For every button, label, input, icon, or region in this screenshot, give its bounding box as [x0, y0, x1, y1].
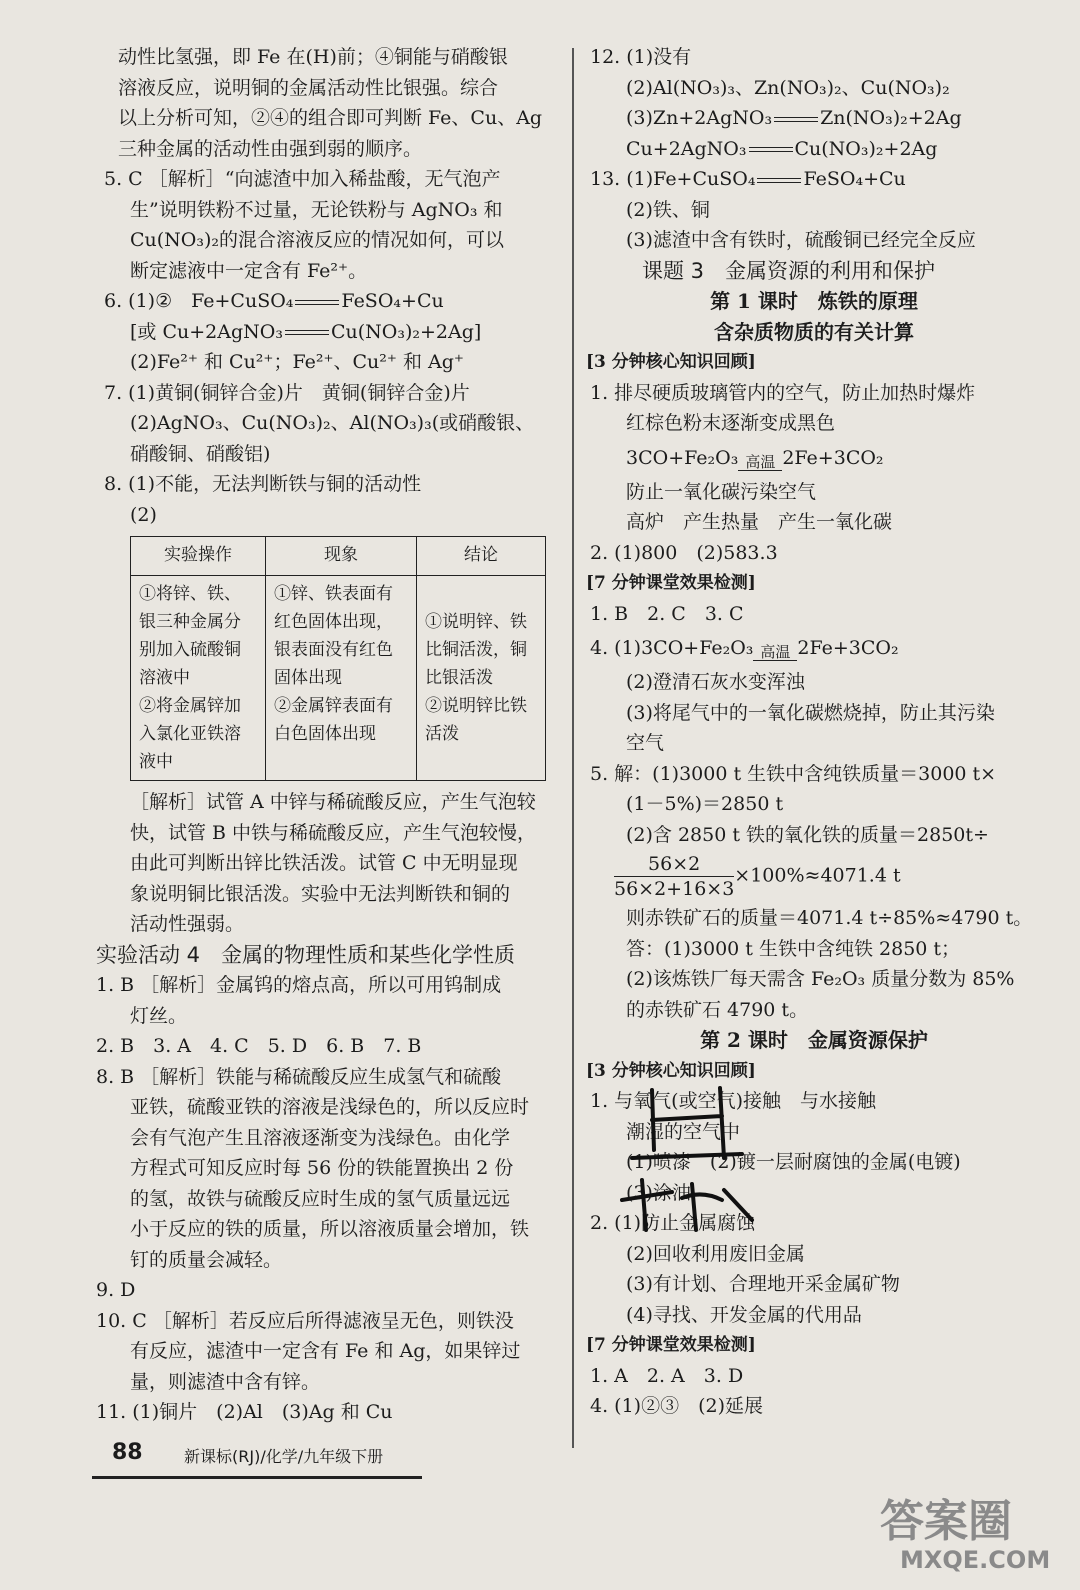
text-line: (2)澄清石灰水变浑浊: [626, 671, 805, 693]
page-number: 88: [112, 1440, 143, 1465]
activity-answer-2: 2. B 3. A 4. C 5. D 6. B 7. B: [96, 1035, 422, 1057]
table-cell: [266, 576, 417, 781]
text-line: (4)寻找、开发金属的代用品: [626, 1303, 862, 1326]
equation-line: [586, 439, 1042, 477]
equation-left: 3CO+Fe₂O₃: [626, 446, 739, 469]
reaction-condition: 高温: [738, 455, 782, 477]
equation-right: FeSO₄+Cu: [341, 290, 444, 312]
text-line: (3)滤渣中含有铁时，硫酸铜已经完全反应: [626, 229, 976, 251]
equation-right: FeSO₄+Cu: [803, 168, 906, 190]
text-line: 防止一氧化碳污染空气: [626, 480, 817, 503]
text-line: (2)Fe²⁺ 和 Cu²⁺；Fe²⁺、Cu²⁺ 和 Ag⁺: [130, 351, 464, 373]
cell-text: ②说明锌比铁活泼: [425, 696, 527, 744]
text-line: 的赤铁矿石 4790 t。: [626, 998, 809, 1021]
text-line: (2)该炼铁厂每天需含 Fe₂O₃ 质量分数为 85%: [626, 968, 1015, 990]
text-line: [586, 134, 1042, 165]
section-label: [7 分钟课堂效果检测]: [586, 1335, 756, 1355]
experiment-table: [130, 536, 546, 781]
text-line: 潮湿的空气中: [626, 1120, 741, 1143]
activity-answer-1: 1. B ［解析］金属钨的熔点高，所以可用钨制成: [96, 974, 502, 996]
handwriting-scribble: [612, 1080, 772, 1250]
cell-text: ①说明锌、铁比铜活泼，铜比银活泼: [425, 612, 527, 688]
text-line: 空气: [626, 732, 665, 754]
answer-12: 12. (1)没有: [590, 46, 692, 68]
column-divider: [572, 48, 574, 1448]
watermark-logo: 答案圈: [880, 1496, 1012, 1547]
text-line: 量，则滤渣中含有锌。: [130, 1370, 321, 1393]
topic-heading: 课题 3 金属资源的利用和保护: [642, 258, 936, 283]
cell-text: ①锌、铁表面有红色固体出现，银表面没有红色固体出现: [274, 584, 393, 688]
activity-answer-9: 9. D: [96, 1279, 136, 1301]
equation-left: 4. (1)3CO+Fe₂O₃: [590, 637, 754, 659]
equals-sign: [749, 147, 793, 152]
table-cell: [417, 576, 546, 781]
text-line: 小于反应的铁的质量，所以溶液质量会增加，铁: [130, 1218, 530, 1240]
equation-right: Cu(NO₃)₂+2Ag: [794, 137, 938, 160]
section-label: [7 分钟课堂效果检测]: [586, 573, 756, 593]
text-line: 活动性强弱。: [130, 913, 245, 935]
text-line: (2)AgNO₃、Cu(NO₃)₂、Al(NO₃)₃(或硝酸银、: [130, 412, 535, 434]
table-row: [131, 576, 546, 781]
fraction-tail: ×100%≈4071.4 t: [734, 864, 901, 887]
denominator: 56×2+16×3: [614, 878, 735, 900]
equation-left: 13. (1)Fe+CuSO₄: [590, 168, 756, 190]
equation-left: (3)Zn+2AgNO₃: [626, 107, 773, 129]
table-cell: [131, 576, 266, 781]
equation-right: Zn(NO₃)₂+2Ag: [820, 107, 962, 129]
watermark-url: MXQE.COM: [900, 1546, 1051, 1574]
equation-left: [或 Cu+2AgNO₃: [130, 320, 283, 343]
text-line: 亚铁，硫酸亚铁的溶液是浅绿色的，所以反应时: [130, 1096, 530, 1118]
table-header: 现象: [266, 537, 417, 576]
text-line: 灯丝。: [130, 1004, 188, 1027]
text-line: (1－5%)＝2850 t: [626, 793, 784, 815]
answer-7: 7. (1)黄铜(铜锌合金)片 黄铜(铜锌合金)片: [104, 381, 470, 404]
equation-right: 2Fe+3CO₂: [797, 637, 899, 659]
fraction-line: [586, 852, 1042, 901]
equals-sign: [295, 300, 339, 305]
text-line: 高炉 产生热量 产生一氧化碳: [626, 511, 893, 533]
text-line: 方程式可知反应时每 56 份的铁能置换出 2 份: [130, 1157, 514, 1179]
section-label: [3 分钟核心知识回顾]: [586, 352, 756, 372]
left-column: [90, 42, 550, 1428]
text-line: (3)有计划、合理地开采金属矿物: [626, 1273, 900, 1295]
answer-5: 5. C ［解析］“向滤渣中加入稀盐酸，无气泡产: [104, 168, 501, 190]
lesson-heading: 第 2 课时 金属资源保护: [700, 1028, 928, 1052]
equals-sign: [285, 330, 329, 335]
book-info: 新课标(RJ)/化学/九年级下册: [184, 1447, 384, 1466]
text-line: 答：(1)3000 t 生铁中含纯铁 2850 t；: [626, 937, 961, 960]
answer-6: [90, 286, 550, 317]
check-4: [586, 629, 1042, 667]
text-line: Cu(NO₃)₂的混合溶液反应的情况如何，可以: [130, 229, 505, 251]
text-line: 生”说明铁粉不过量，无论铁粉与 AgNO₃ 和: [130, 198, 503, 221]
effect-4: 4. (1)②③ (2)延展: [590, 1395, 763, 1417]
text-line: (1)喷漆 (2)镀一层耐腐蚀的金属(电镀): [626, 1151, 961, 1173]
check-5: 5. 解：(1)3000 t 生铁中含纯铁质量＝3000 t×: [590, 762, 997, 785]
protect-2: 2. (1)防止金属腐蚀: [590, 1212, 756, 1234]
lesson-subheading: 含杂质物质的有关计算: [714, 319, 914, 344]
text-line: 会有气泡产生且溶液逐渐变为浅绿色。由化学: [130, 1126, 511, 1149]
text-line: 动性比氢强，即 Fe 在(H)前；④铜能与硝酸银: [118, 46, 508, 68]
equation-left: 6. (1)② Fe+CuSO₄: [104, 290, 294, 312]
text-line: 红棕色粉末逐渐变成黑色: [626, 412, 836, 434]
text-line: 断定滤液中一定含有 Fe²⁺。: [130, 259, 368, 282]
fraction: [614, 852, 734, 901]
text-line: 三种金属的活动性由强到弱的顺序。: [118, 137, 423, 160]
reaction-condition: 高温: [753, 645, 797, 667]
text-line: (2)铁、铜: [626, 198, 710, 221]
knowledge-1: 1. 排尽硬质玻璃管内的空气，防止加热时爆炸: [590, 381, 976, 404]
knowledge-2: 2. (1)800 (2)583.3: [590, 541, 778, 564]
protect-1: 1. 与氧气(或空气)接触 与水接触: [590, 1090, 876, 1112]
text-line: (2): [130, 503, 157, 526]
effect-1: 1. A 2. A 3. D: [590, 1364, 744, 1387]
text-line: 以上分析可知，②④的组合即可判断 Fe、Cu、Ag: [118, 107, 543, 129]
text-line: 钉的质量会减轻。: [130, 1248, 283, 1271]
table-header-row: [131, 537, 546, 576]
text-line: 则赤铁矿石的质量＝4071.4 t÷85%≈4790 t。: [626, 907, 1033, 929]
activity-answer-10: 10. C ［解析］若反应后所得滤液呈无色，则铁没: [96, 1309, 514, 1332]
text-line: (3)将尾气中的一氧化碳燃烧掉，防止其污染: [626, 701, 995, 724]
answer-13: [586, 164, 1042, 195]
section-label: [3 分钟核心知识回顾]: [586, 1060, 756, 1081]
equation-right: 2Fe+3CO₂: [782, 446, 884, 469]
text-line: 象说明铜比银活泼。实验中无法判断铁和铜的: [130, 882, 511, 905]
text-line: (3)涂油: [626, 1181, 691, 1204]
cell-text: ②金属锌表面有白色固体出现: [274, 696, 393, 744]
text-line: 快，试管 B 中铁与稀硫酸反应，产生气泡较慢，: [130, 821, 537, 844]
text-line: 溶液反应，说明铜的金属活动性比银强。综合: [118, 76, 499, 99]
equation-left: Cu+2AgNO₃: [626, 137, 747, 160]
table-header: 实验操作: [131, 537, 266, 576]
answer-8: 8. (1)不能，无法判断铁与铜的活动性: [104, 473, 422, 495]
check-1: 1. B 2. C 3. C: [590, 602, 744, 625]
equation-right: Cu(NO₃)₂+2Ag]: [330, 320, 482, 343]
lesson-heading: 第 1 课时 炼铁的原理: [710, 289, 918, 313]
text-line: 有反应，滤渣中一定含有 Fe 和 Ag，如果锌过: [130, 1340, 521, 1362]
equals-sign: [757, 178, 801, 183]
text-line: (2)回收利用废旧金属: [626, 1242, 805, 1265]
text-line: 的氢，故铁与硫酸反应时生成的氢气质量远远: [130, 1187, 511, 1210]
activity-answer-11: 11. (1)铜片 (2)Al (3)Ag 和 Cu: [96, 1401, 393, 1423]
numerator: 56×2: [614, 852, 734, 877]
text-line: 由此可判断出锌比铁活泼。试管 C 中无明显现: [130, 852, 518, 874]
analysis-text: ［解析］试管 A 中锌与稀硫酸反应，产生气泡较: [130, 791, 536, 813]
text-line: 硝酸铜、硝酸铝): [130, 442, 271, 465]
text-line: (2)含 2850 t 铁的氧化铁的质量＝2850t÷: [626, 823, 989, 846]
equals-sign: [774, 117, 818, 122]
cell-text: ②将金属锌加入氯化亚铁溶液中: [139, 696, 241, 772]
text-line: (2)Al(NO₃)₃、Zn(NO₃)₂、Cu(NO₃)₂: [626, 76, 950, 99]
cell-text: ①将锌、铁、银三种金属分别加入硫酸铜溶液中: [139, 584, 241, 688]
text-line: [90, 317, 550, 348]
activity-heading: 实验活动 4 金属的物理性质和某些化学性质: [96, 942, 516, 967]
activity-answer-8: 8. B ［解析］铁能与稀硫酸反应生成氢气和硫酸: [96, 1065, 502, 1088]
text-line: [586, 103, 1042, 134]
table-header: 结论: [417, 537, 546, 576]
